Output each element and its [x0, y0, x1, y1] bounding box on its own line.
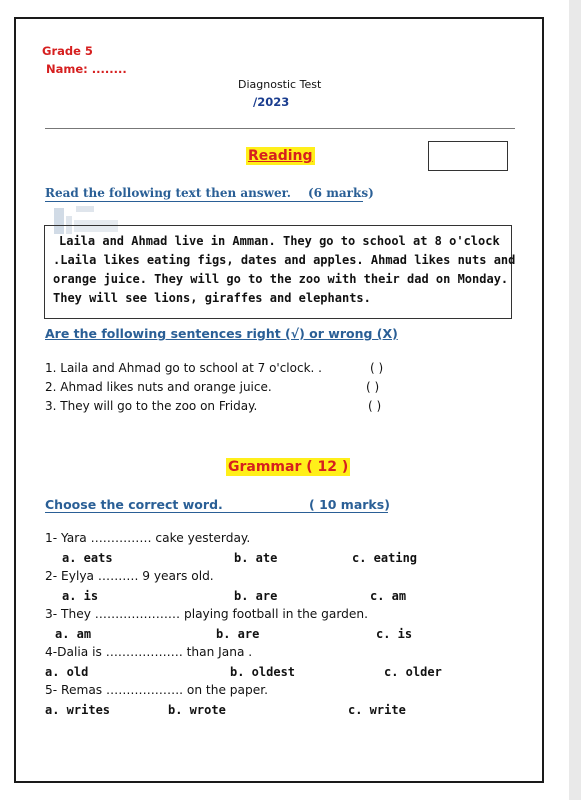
- answer-paren-1[interactable]: ( ): [370, 361, 384, 375]
- header-divider: [45, 128, 515, 129]
- q1-option-c[interactable]: c. eating: [352, 551, 418, 565]
- sentence-3: 3. They will go to the zoo on Friday.: [45, 399, 258, 413]
- grade-label: Grade 5: [42, 44, 93, 58]
- q1-option-a[interactable]: a. eats: [62, 551, 113, 565]
- q2-option-a[interactable]: a. is: [62, 589, 99, 603]
- reading-passage: [44, 225, 516, 319]
- grammar-instruction-underline: [45, 512, 388, 513]
- q2-option-c[interactable]: c. am: [370, 589, 407, 603]
- grammar-heading: [226, 456, 350, 475]
- grammar-marks: ( 10 marks): [309, 497, 390, 512]
- test-title: Diagnostic Test: [238, 78, 322, 91]
- q5-option-b[interactable]: b. wrote: [168, 703, 226, 717]
- grammar-instruction: Choose the correct word.: [45, 497, 223, 512]
- q3-option-b[interactable]: b. are: [216, 627, 260, 641]
- q4-option-c[interactable]: c. older: [384, 665, 442, 679]
- answer-paren-3[interactable]: ( ): [368, 399, 382, 413]
- sentence-2: 2. Ahmad likes nuts and orange juice.: [45, 380, 272, 394]
- reading-marks: (6 marks): [308, 186, 374, 200]
- question-3: 3- They ………………… playing football in the garden.: [45, 607, 369, 621]
- q1-option-b[interactable]: b. ate: [234, 551, 278, 565]
- q4-option-b[interactable]: b. oldest: [230, 665, 296, 679]
- q5-option-c[interactable]: c. write: [348, 703, 406, 717]
- answer-paren-2[interactable]: ( ): [366, 380, 380, 394]
- q5-option-a[interactable]: a. writes: [45, 703, 111, 717]
- question-2: 2- Eylya ………. 9 years old.: [45, 569, 214, 583]
- q2-option-b[interactable]: b. are: [234, 589, 278, 603]
- q3-option-c[interactable]: c. is: [376, 627, 413, 641]
- question-1: 1- Yara …………… cake yesterday.: [45, 531, 251, 545]
- scrollbar-track[interactable]: [569, 0, 581, 800]
- passage-line: orange juice. They will go to the zoo with their dad on Monday.: [53, 272, 509, 286]
- reading-heading-text: Reading: [248, 148, 313, 164]
- grammar-heading-text: Grammar ( 12 ): [228, 459, 349, 475]
- reading-instruction-row: [45, 186, 291, 200]
- question-5: 5- Remas ………………. on the paper.: [45, 683, 269, 697]
- passage-line: .Laila likes eating figs, dates and apples. Ahmad likes nuts and: [53, 253, 516, 267]
- question-4: 4-Dalia is ………………. than Jana .: [45, 645, 253, 659]
- passage-line: They will see lions, giraffes and elephants.: [53, 291, 371, 305]
- reading-heading: [246, 145, 315, 164]
- test-year: /2023: [253, 95, 290, 109]
- sentence-1: 1. Laila and Ahmad go to school at 7 o'clock. .: [45, 361, 322, 375]
- q4-option-a[interactable]: a. old: [45, 665, 89, 679]
- q3-option-a[interactable]: a. am: [55, 627, 92, 641]
- reading-instruction: Read the following text then answer.: [45, 186, 291, 200]
- score-box: [428, 141, 508, 171]
- student-name-label: Name: ........: [46, 62, 127, 76]
- passage-line: Laila and Ahmad live in Amman. They go to school at 8 o'clock: [59, 234, 500, 248]
- true-false-instruction: Are the following sentences right (√) or wrong (X): [45, 326, 398, 341]
